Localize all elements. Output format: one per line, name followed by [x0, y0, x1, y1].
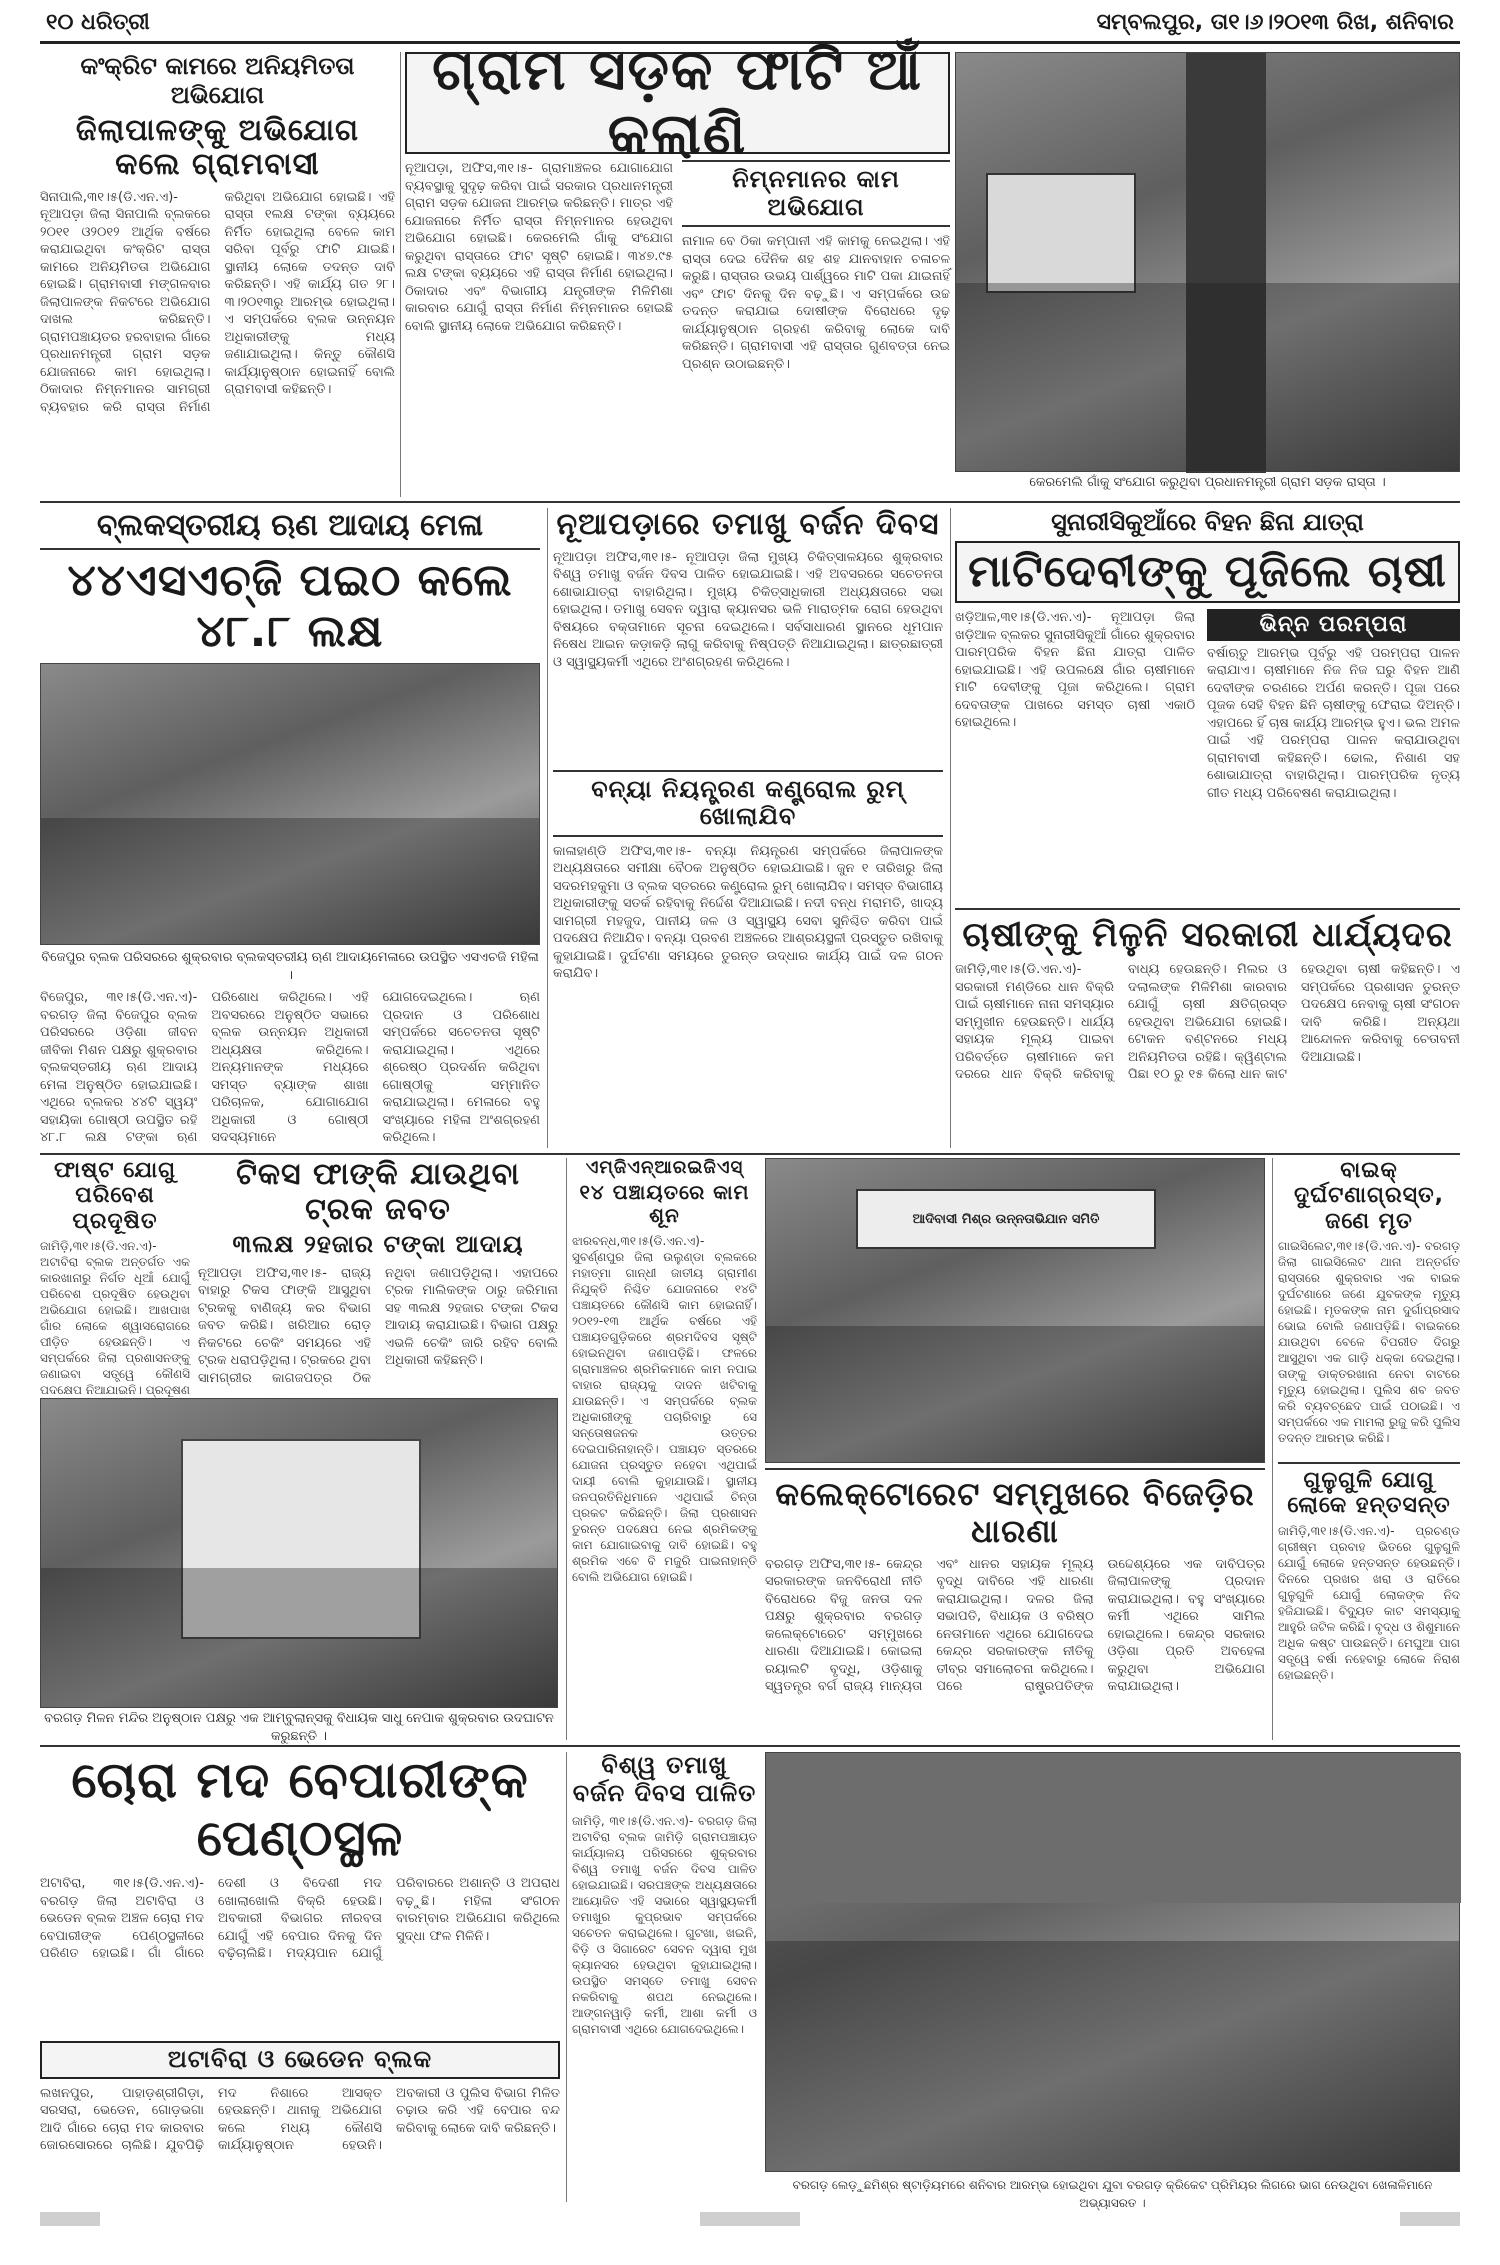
- story-body: ଖଡ଼ିଆଳ,୩୧।୫(ଡି.ଏନ.ଏ)- ନୂଆପଡ଼ା ଜିଲା ଖଡ଼ିଆଳ ବ୍ଲକର ସୁନାରୀସିକୁଆଁ ଗାଁରେ ଶୁକ୍ରବାର ପାରମ୍ପରିକ ବିହନ ଛିନା ଯାତ୍ରା ପାଳିତ ହୋଇଯାଇଛି। ଏହି ଉପଲକ୍ଷେ ଗାଁର ଚାଷୀମାନେ ମାଟି ଦେବୀଙ୍କୁ ପୂଜା କରିଥିଲେ। ଗ୍ରାମ ଦେବତାଙ୍କ ପାଖରେ ସମସ୍ତ ଚାଷୀ ଏକାଠି ହୋଇଥିଲେ।: [955, 610, 1195, 731]
- story-bike-accident: [1278, 1158, 1460, 1458]
- story-body: ଲଖନପୁର, ପାହାଡ଼ଶ୍ରୀଗିଡ଼ା, ସରସରା, ଭେଡେନ, ଗୋଡ଼ଭଗା ଆଦି ଗାଁରେ ଚୋରା ମଦ କାରବାର ଜୋରସୋରରେ ଚାଲିଛି। ଯୁବପିଢ଼ି ମଦ ନିଶାରେ ଆସକ୍ତ ହେଉଛନ୍ତି। ଥାନାକୁ ଅଭିଯୋଗ କଲେ ମଧ୍ୟ କୌଣସି କାର୍ଯ୍ୟାନୁଷ୍ଠାନ ହେଉନି। ଅବକାରୀ ଓ ପୁଲିସ ବିଭାଗ ମିଳିତ ଚଢ଼ାଉ କରି ଏହି ବେପାର ବନ୍ଦ କରିବାକୁ ଲୋକେ ଦାବି କରିଛନ୍ତି।: [40, 2085, 560, 2154]
- story-body: ନୂଆପଡ଼ା, ଅଫିସ,୩୧।୫- ଗ୍ରାମାଞ୍ଚଳର ଯୋଗାଯୋଗ ବ୍ୟବସ୍ଥାକୁ ସୁଦୃଢ଼ କରିବା ପାଇଁ ସରକାର ପ୍ରଧାନମନ୍ତ୍ରୀ ଗ୍ରାମ ସଡ଼କ ଯୋଜନା ଆରମ୍ଭ କରିଛନ୍ତି। ମାତ୍ର ଏହି ଯୋଜନାରେ ନିର୍ମିତ ରାସ୍ତା ନିମ୍ନମାନର ହେଉଥିବା ଅଭିଯୋଗ ହୋଇଛି। କେରମେଲି ଗାଁକୁ ସଂଯୋଗ କରୁଥିବା ରାସ୍ତାରେ ଫାଟ ସୃଷ୍ଟି ହୋଇଛି। ୩୪୭.୯୫ ଲକ୍ଷ ଟଙ୍କା ବ୍ୟୟରେ ଏହି ରାସ୍ତା ନିର୍ମାଣ ହୋଇଥିଲା। ଠିକାଦାର ଏବଂ ବିଭାଗୀୟ ଯନ୍ତ୍ରୀଙ୍କ ମିଳିମିଶା କାରବାର ଯୋଗୁଁ ରାସ୍ତା ନିର୍ମାଣ ନିମ୍ନମାନର ହୋଇଛି ବୋଲି ସ୍ଥାନୀୟ ଲୋକେ ଅଭିଯୋଗ କରିଛନ୍ତି।: [405, 161, 673, 334]
- story-headline: ଫାଷ୍ଟ ଯୋଗୁ ପରିବେଶ ପ୍ରଦୂଷିତ: [54, 1158, 176, 1234]
- story-concrete-complaint: [40, 52, 395, 497]
- story-headline: ଚୋରା ମଦ ବେପାରୀଙ୍କ ପେଣ୍ଠସ୍ଥଳ: [71, 1751, 529, 1867]
- story-headline: ୧୪ ପଞ୍ଚାୟତରେ କାମ ଶୂନ: [579, 1179, 750, 1227]
- story-body: ନାମାଳ ବେ ଠିକା କମ୍ପାନୀ ଏହି କାମକୁ ନେଇଥିଲା। ଏହି ରାସ୍ତା ଦେଇ ଦୈନିକ ଶହ ଶହ ଯାନବାହାନ ଚଳାଚଳ କରୁଛି। ରାସ୍ତାର ଉଭୟ ପାର୍ଶ୍ୱରେ ମାଟି ପକା ଯାଇନାହିଁ ଏବଂ ଫାଟ ଦିନକୁ ଦିନ ବଢ଼ୁଛି। ଏ ସମ୍ପର୍କରେ ଉଚ୍ଚ ତଦନ୍ତ କରାଯାଇ ଦୋଷୀଙ୍କ ବିରୋଧରେ ଦୃଢ଼ କାର୍ଯ୍ୟାନୁଷ୍ଠାନ ଗ୍ରହଣ କରିବାକୁ ଲୋକେ ଦାବି କରିଛନ୍ତି। ଗ୍ରାମବାସୀ ଏହି ରାସ୍ତାର ଗୁଣବତ୍ତା ନେଇ ପ୍ରଶ୍ନ ଉଠାଇଛନ୍ତି।: [682, 234, 950, 372]
- photo-protest-gathering: [765, 1158, 1265, 1463]
- story-subheadline: ୩ଲକ୍ଷ ୨ହଜାର ଟଙ୍କା ଆଦାୟ: [232, 1230, 524, 1258]
- page-number-label: ୧୦ ଧରିତ୍ରୀ: [46, 10, 150, 35]
- story-loan-fair: [40, 508, 540, 1148]
- story-body: କାଳାହାଣ୍ଡି ଅଫିସ,୩୧।୫- ବନ୍ୟା ନିୟନ୍ତ୍ରଣ ସମ୍ପର୍କରେ ଜିଲାପାଳଙ୍କ ଅଧ୍ୟକ୍ଷତାରେ ସମୀକ୍ଷା ବୈଠକ ଅନୁଷ୍ଠିତ ହୋଇଯାଇଛି। ଜୁନ ୧ ତାରିଖରୁ ଜିଲା ସଦରମହକୁମା ଓ ବ୍ଲକ ସ୍ତରରେ କଣ୍ଟ୍ରୋଲ ରୁମ୍ ଖୋଲାଯିବ। ସମସ୍ତ ବିଭାଗୀୟ ଅଧିକାରୀଙ୍କୁ ସତର୍କ ରହିବାକୁ ନିର୍ଦ୍ଦେଶ ଦିଆଯାଇଛି। ନଦୀ ବନ୍ଧ ମରାମତି, ଖାଦ୍ୟ ସାମଗ୍ରୀ ମହଜୁଦ, ପାନୀୟ ଜଳ ଓ ସ୍ୱାସ୍ଥ୍ୟ ସେବା ସୁନିଶ୍ଚିତ କରିବା ପାଇଁ ପଦକ୍ଷେପ ନିଆଯିବ। ବନ୍ୟା ପ୍ରବଣ ଅଞ୍ଚଳରେ ଆଶ୍ରୟସ୍ଥଳୀ ପ୍ରସ୍ତୁତ ରଖିବାକୁ କୁହାଯାଇଛି। ଦୁର୍ଘଟଣା ସମୟରେ ତୁରନ୍ତ ଉଦ୍ଧାର କାର୍ଯ୍ୟ ପାଇଁ ଦଳ ଗଠନ କରାଯିବ।: [553, 843, 943, 982]
- story-headline: ମାଟିଦେବୀଙ୍କୁ ପୂଜିଲେ ଚାଷୀ: [955, 541, 1460, 604]
- story-headline: ଗ୍ରାମ ସଡ଼କ ଫାଟି ଆଁ କଲାଣି: [432, 37, 923, 167]
- photo-shg-women: [40, 663, 540, 945]
- column-divider: [547, 508, 548, 1148]
- story-body: ନୂଆପଡ଼ା ଅଫିସ,୩୧।୫- ନୂଆପଡ଼ା ଜିଲା ମୁଖ୍ୟ ଚିକିତ୍ସାଳୟରେ ଶୁକ୍ରବାର ବିଶ୍ୱ ତମାଖୁ ବର୍ଜନ ଦିବସ ପାଳିତ ହୋଇଯାଇଛି। ଏହି ଅବସରରେ ସଚେତନତା ଶୋଭାଯାତ୍ରା ବାହାରିଥିଲା। ମୁଖ୍ୟ ଚିକିତ୍ସାଧିକାରୀ ଅଧ୍ୟକ୍ଷତାରେ ସଭା ହୋଇଥିଲା। ତମାଖୁ ସେବନ ଦ୍ୱାରା କ୍ୟାନସର ଭଳି ମାରାତ୍ମକ ରୋଗ ହେଉଥିବା ବିଷୟରେ ବକ୍ତାମାନେ ସୂଚନା ଦେଇଥିଲେ। ସର୍ବସାଧାରଣ ସ୍ଥାନରେ ଧୂମପାନ ନିଷେଧ ଆଇନ କଡ଼ାକଡ଼ି ଲାଗୁ କରିବାକୁ ନିଷ୍ପତ୍ତି ନିଆଯାଇଥିଲା। ଛାତ୍ରଛାତ୍ରୀ ଓ ସ୍ୱାସ୍ଥ୍ୟକର୍ମୀ ଏଥିରେ ଅଂଶଗ୍ରହଣ କରିଥିଲେ।: [553, 549, 943, 670]
- story-bjd-dharna: [765, 1468, 1265, 1740]
- photo-caption: ବରଗଡ଼ ଲେଡ଼ୁଛମିଶ୍ର ଷ୍ଟାଡ଼ିୟମରେ ଶନିବାର ଆରମ୍ଭ ହୋଇଥିବା ଯୁବା ବରଗଡ଼ କ୍ରିକେଟ ପ୍ରିମିୟର ଲିଗରେ ଭାଗ ନେଉଥିବା ଖେଳାଳିମାନେ ଅଭ୍ୟାସରତ ।: [792, 2178, 1433, 2210]
- story-truck-seized: [198, 1158, 558, 1393]
- photo-caption: ବରଗଡ଼ ମିଳନ ମନ୍ଦିର ଅନୁଷ୍ଠାନ ପକ୍ଷରୁ ଏକ ଆମ୍ବୁଲାନ୍ସକୁ ବିଧାୟକ ସାଧୁ ନେପାକ ଶୁକ୍ରବାର ଉଦଘାଟନ କରୁଛନ୍ତି ।: [44, 1711, 554, 1744]
- story-body: ଜାମିଡ଼ି,୩୧।୫(ଡି.ଏନ.ଏ)- ପ୍ରଚଣ୍ଡ ଗ୍ରୀଷ୍ମ ପ୍ରବାହ ଭିତରେ ଗୁଳୁଗୁଳି ଯୋଗୁଁ ଲୋକେ ହନ୍ତସନ୍ତ ହେଉଛନ୍ତି। ଦିନରେ ପ୍ରଖର ଖରା ଓ ରାତିରେ ଗୁଳୁଗୁଳି ଯୋଗୁଁ ଲୋକଙ୍କ ନିଦ ହଜିଯାଇଛି। ବିଦ୍ୟୁତ କାଟ ସମସ୍ୟାକୁ ଆହୁରି ଜଟିଳ କରିଛି। ବୃଦ୍ଧ ଓ ଶିଶୁମାନେ ଅଧିକ କଷ୍ଟ ପାଉଛନ୍ତି। ମେଘୁଆ ପାଗ ସତ୍ତ୍ୱେ ବର୍ଷା ନହେବାରୁ ଲୋକେ ନିରାଶ ହୋଇଛନ୍ତି।: [1278, 1523, 1460, 1682]
- story-body: ଜାମିଡ଼ି, ୩୧।୫(ଡି.ଏନ.ଏ)- ବରଗଡ଼ ଜିଲା ଅଟାବିରା ବ୍ଲକ ଜାମିଡ଼ି ଗ୍ରାମପଞ୍ଚାୟତ କାର୍ଯ୍ୟାଳୟ ପରିସରରେ ଶୁକ୍ରବାର ବିଶ୍ୱ ତମାଖୁ ବର୍ଜନ ଦିବସ ପାଳିତ ହୋଇଯାଇଛି। ସରପଞ୍ଚଙ୍କ ଅଧ୍ୟକ୍ଷତାରେ ଆୟୋଜିତ ଏହି ସଭାରେ ସ୍ୱାସ୍ଥ୍ୟକର୍ମୀ ତମାଖୁର କୁପ୍ରଭାବ ସମ୍ପର୍କରେ ସଚେତନ କରାଇଥିଲେ। ଗୁଟଖା, ଖଇନି, ବିଡ଼ି ଓ ସିଗାରେଟ ସେବନ ଦ୍ୱାରା ମୁଖ କ୍ୟାନସର ହେଉଥିବା କୁହାଯାଇଥିଲା। ଉପସ୍ଥିତ ସମସ୍ତେ ତମାଖୁ ସେବନ ନକରିବାକୁ ଶପଥ ନେଇଥିଲେ। ଆଙ୍ଗନୱାଡ଼ି କର୍ମୀ, ଆଶା କର୍ମୀ ଓ ଗ୍ରାମବାସୀ ଏଥିରେ ଯୋଗଦେଇଥିଲେ।: [572, 1814, 757, 2037]
- story-body: ଜାମିଡ଼ି,୩୧।୫(ଡି.ଏନ.ଏ)- ଅଟାବିରା ବ୍ଲକ ଅନ୍ତର୍ଗତ ଏକ କାରଖାନାରୁ ନିର୍ଗତ ଧୂଆଁ ଯୋଗୁଁ ପରିବେଶ ପ୍ରଦୂଷିତ ହେଉଥିବା ଅଭିଯୋଗ ହୋଇଛି। ଆଖପାଖ ଗାଁର ଲୋକେ ଶ୍ୱାସରୋଗରେ ପୀଡ଼ିତ ହେଉଛନ୍ତି। ଏ ସମ୍ପର୍କରେ ଜିଲା ପ୍ରଶାସନଙ୍କୁ ଜଣାଇବା ସତ୍ତ୍ୱେ କୌଣସି ପଦକ୍ଷେପ ନିଆଯାଇନି। ପ୍ରଦୂଷଣ: [40, 1238, 190, 1397]
- story-subhead: ଭିନ୍ନ ପରମ୍ପରା: [1207, 609, 1460, 640]
- story-farmers-msp: [955, 908, 1460, 1148]
- photo-caption: ବିଜେପୁର ବ୍ଲକ ପରିସରରେ ଶୁକ୍ରବାର ବ୍ଲକସ୍ତରୀୟ ଋଣ ଆଦାୟମେଳାରେ ଉପସ୍ଥିତ ଏସଏଚଜି ମହିଳା ।: [41, 950, 539, 984]
- tree-line: [766, 1753, 1461, 1903]
- footer-strip: [40, 2212, 100, 2226]
- story-body: ବର୍ଷାଋତୁ ଆରମ୍ଭ ପୂର୍ବରୁ ଏହି ପରମ୍ପରା ପାଳନ କରାଯାଏ। ଚାଷୀମାନେ ନିଜ ନିଜ ଘରୁ ବିହନ ଆଣି ଦେବୀଙ୍କ ଚରଣରେ ଅର୍ପଣ କରନ୍ତି। ପୂଜା ପରେ ପୂଜକ ସେହି ବିହନ ଛିନି ଚାଷୀଙ୍କୁ ଫେରାଇ ଦିଅନ୍ତି। ଏହାପରେ ହିଁ ଚାଷ କାର୍ଯ୍ୟ ଆରମ୍ଭ ହୁଏ। ଭଲ ଅମଳ ପାଇଁ ଏହି ପରମ୍ପରା ପାଳନ କରାଯାଉଥିବା ଗ୍ରାମବାସୀ କହିଛନ୍ତି। ଢୋଲ, ନିଶାଣ ସହ ଶୋଭାଯାତ୍ରା ବାହାରିଥିଲା। ପାରମ୍ପରିକ ନୃତ୍ୟ ଗୀତ ମଧ୍ୟ ପରିବେଷଣ କରାଯାଇଥିଲା।: [1207, 645, 1460, 801]
- lead-headline-box: [405, 37, 950, 167]
- section-rule: [40, 501, 1460, 503]
- story-seed-festival: [955, 508, 1460, 903]
- story-tobacco-nuapada: [553, 508, 943, 1148]
- story-subhead: ଅଟାବିରା ଓ ଭେଡେନ ବ୍ଲକ: [40, 2041, 560, 2079]
- column-divider: [950, 508, 951, 1148]
- section-rule: [40, 1745, 1460, 1747]
- story-columns: [955, 609, 1460, 919]
- signboard: [986, 173, 1136, 293]
- story-body: ସିନାପାଲି,୩୧।୫(ଡି.ଏନ.ଏ)- ନୂଆପଡ଼ା ଜିଲା ସିନାପାଲି ବ୍ଲକରେ ୨୦୧୧ ଓ୨୦୧୨ ଆର୍ଥିକ ବର୍ଷରେ କରାଯାଇଥିବା କଂକ୍ରିଟ ରାସ୍ତା କାମରେ ଅନିୟମିତତା ଅଭିଯୋଗ ହୋଇଛି। ଗ୍ରାମବାସୀ ମଙ୍ଗଳବାର ଜିଲାପାଳଙ୍କ ନିକଟରେ ଅଭିଯୋଗ ଦାଖଲ କରିଛନ୍ତି। ଗ୍ରାମପଞ୍ଚାୟତର ହରବାହାଲ ଗାଁରେ ପ୍ରଧାନମନ୍ତ୍ରୀ ଗ୍ରାମ ସଡ଼କ ଯୋଜନାରେ କାମ ହୋଇଥିଲା। ଠିକାଦାର ନିମ୍ନମାନର ସାମଗ୍ରୀ ବ୍ୟବହାର କରି ରାସ୍ତା ନିର୍ମାଣ କରିଥିବା ଅଭିଯୋଗ ହୋଇଛି। ଏହି ରାସ୍ତା ୧ଲକ୍ଷ ଟଙ୍କା ବ୍ୟୟରେ ନିର୍ମିତ ହୋଇଥିଲା ବେଳେ କାମ ସରିବା ପୂର୍ବରୁ ଫାଟି ଯାଇଛି। ସ୍ଥାନୀୟ ଲୋକେ ତଦନ୍ତ ଦାବି କରିଛନ୍ତି। ଏହି କାର୍ଯ୍ୟ ଗତ ୨୮।୩।୨୦୧୩ରୁ ଆରମ୍ଭ ହୋଇଥିଲା। ଏ ସମ୍ପର୍କରେ ବ୍ଲକ ଉନ୍ନୟନ ଅଧିକାରୀଙ୍କୁ ମଧ୍ୟ ଜଣାଯାଇଥିଲା। କିନ୍ତୁ କୌଣସି କାର୍ଯ୍ୟାନୁଷ୍ଠାନ ହୋଇନାହିଁ ବୋଲି ଗ୍ରାମବାସୀ କହିଛନ୍ତି।: [40, 189, 395, 415]
- story-headline: ଜିଲାପାଳଙ୍କୁ ଅଭିଯୋଗ କଲେ ଗ୍ରାମବାସୀ: [75, 112, 360, 183]
- photo-caption: କେରମେଲି ଗାଁକୁ ସଂଯୋଗ କରୁଥିବା ପ୍ରଧାନମନ୍ତ୍ରୀ ଗ୍ରାମ ସଡ଼କ ରାସ୍ତା ।: [1029, 475, 1386, 490]
- story-headline: ଗୁଳୁଗୁଳି ଯୋଗୁ ଲୋକେ ହନ୍ତସନ୍ତ: [1287, 1468, 1451, 1519]
- story-column: [1207, 609, 1460, 919]
- story-kicker: ସୁନାରୀସିକୁଆଁରେ ବିହନ ଛିନା ଯାତ୍ରା: [1051, 508, 1364, 536]
- story-body: ନୂଆପଡ଼ା ଅଫିସ,୩୧।୫- ରାଜ୍ୟ ବାହାରୁ ଟିକସ ଫାଙ୍କି ଆସୁଥିବା ଟ୍ରକକୁ ବାଣିଜ୍ୟ କର ବିଭାଗ ଜବତ କରିଛି। ଖରିଆର ରୋଡ଼ ନିକଟରେ ଚେକିଂ ସମୟରେ ଏହି ଟ୍ରକ ଧରାପଡ଼ିଥିଲା। ଟ୍ରକରେ ଥିବା ସାମଗ୍ରୀର କାଗଜପତ୍ର ଠିକ ନଥିବା ଜଣାପଡ଼ିଥିଲା। ଏହାପରେ ଟ୍ରକ ମାଲିକଙ୍କ ଠାରୁ ଜରିମାନା ସହ ୩ଲକ୍ଷ ୨ହଜାର ଟଙ୍କା ଟିକସ ଆଦାୟ କରାଯାଇଛି। ବିଭାଗ ପକ୍ଷରୁ ଏଭଳି ଚେକିଂ ଜାରି ରହିବ ବୋଲି ଅଧିକାରୀ କହିଛନ୍ତି।: [198, 1265, 558, 1386]
- story-subhead: ବନ୍ୟା ନିୟନ୍ତ୍ରଣ କଣ୍ଟ୍ରୋଲ ରୁମ୍ ଖୋଲାଯିବ: [553, 770, 943, 837]
- story-headline: ୪୪ଏସଏଚ୍‌ଜି ପଇଠ କଲେ ୪୮.୮ ଲକ୍ଷ: [67, 555, 513, 657]
- story-tobacco-jamidi: [572, 1752, 757, 2202]
- column-divider: [566, 1752, 567, 2202]
- story-subhead: ନିମ୍ନମାନର କାମ ଅଭିଯୋଗ: [682, 160, 950, 227]
- dateline: ସମ୍ବଲପୁର, ତା୧।୬।୨୦୧୩ ରିଖ, ଶନିବାର: [1096, 10, 1454, 35]
- story-kicker: କଂକ୍ରିଟ କାମରେ ଅନିୟମିତତା ଅଭିଯୋଗ: [80, 52, 355, 109]
- story-body: ଗାଇସିଲେଟ,୩୧।୫(ଡି.ଏନ.ଏ)- ବରଗଡ଼ ଜିଲା ଗାଇସିଲେଟ ଥାନା ଅନ୍ତର୍ଗତ ରାସ୍ତାରେ ଶୁକ୍ରବାର ଏକ ବାଇକ ଦୁର୍ଘଟଣାରେ ଜଣେ ଯୁବକଙ୍କ ମୃତ୍ୟୁ ହୋଇଛି। ମୃତକଙ୍କ ନାମ ଦୁର୍ଗାପ୍ରସାଦ ଭୋଇ ବୋଲି ଜଣାପଡ଼ିଛି। ବାଇକରେ ଯାଉଥିବା ବେଳେ ବିପରୀତ ଦିଗରୁ ଆସୁଥିବା ଏକ ଗାଡ଼ି ଧକ୍କା ଦେଇଥିଲା। ତାଙ୍କୁ ଡାକ୍ତରଖାନା ନେବା ବାଟରେ ମୃତ୍ୟୁ ହୋଇଥିଲା। ପୁଲିସ ଶବ ଜବତ କରି ବ୍ୟବଚ୍ଛେଦ ପାଇଁ ପଠାଇଛି। ଏ ସମ୍ପର୍କରେ ଏକ ମାମଲା ରୁଜୁ କରି ପୁଲିସ ତଦନ୍ତ ଆରମ୍ଭ କରିଛି।: [1278, 1238, 1460, 1445]
- photo-ambulance-inauguration: [40, 1398, 558, 1708]
- story-headline: ବିଶ୍ୱ ତମାଖୁ ବର୍ଜନ ଦିବସ ପାଳିତ: [572, 1751, 757, 1807]
- story-headline: ଟିକସ ଫାଙ୍କି ଯାଉଥିବା ଟ୍ରକ ଜବତ: [236, 1157, 520, 1227]
- photo-road-signboard: [955, 52, 1460, 472]
- story-humidity: [1278, 1462, 1460, 1740]
- story-kicker: ବ୍ଲକସ୍ତରୀୟ ଋଣ ଆଦାୟ ମେଳା: [40, 508, 540, 550]
- story-headline: ଚାଷୀଙ୍କୁ ମିଳୁନି ସରକାରୀ ଧାର୍ଯ୍ୟଦର: [962, 915, 1453, 955]
- story-body: ବରଗଡ଼ ଅଫିସ,୩୧।୫- କେନ୍ଦ୍ର ସରକାରଙ୍କ ଜନବିରୋଧୀ ନୀତି ବିରୋଧରେ ବିଜୁ ଜନତା ଦଳ ପକ୍ଷରୁ ଶୁକ୍ରବାର ବରଗଡ଼ କଲେକ୍ଟୋରେଟ ସମ୍ମୁଖରେ ଧାରଣା ଦିଆଯାଇଛି। କୋଇଲା ରୟାଲଟି ବୃଦ୍ଧି, ଓଡ଼ିଶାକୁ ସ୍ୱତନ୍ତ୍ର ବର୍ଗ ରାଜ୍ୟ ମାନ୍ୟତା ଏବଂ ଧାନର ସହାୟକ ମୂଲ୍ୟ ବୃଦ୍ଧି ଦାବିରେ ଏହି ଧାରଣା କରାଯାଇଥିଲା। ଦଳର ଜିଲା ସଭାପତି, ବିଧାୟକ ଓ ବରିଷ୍ଠ ନେତାମାନେ ଏଥିରେ ଯୋଗଦେଇ କେନ୍ଦ୍ର ସରକାରଙ୍କ ନୀତିକୁ ତୀବ୍ର ସମାଲୋଚନା କରିଥିଲେ। ପରେ ରାଷ୍ଟ୍ରପତିଙ୍କ ଉଦ୍ଦେଶ୍ୟରେ ଏକ ଦାବିପତ୍ର ଜିଲାପାଳଙ୍କୁ ପ୍ରଦାନ କରାଯାଇଥିଲା। ବହୁ ସଂଖ୍ୟାରେ କର୍ମୀ ଏଥିରେ ସାମିଲ ହୋଇଥିଲେ। କେନ୍ଦ୍ର ସରକାର ଓଡ଼ିଶା ପ୍ରତି ଅବହେଳା କରୁଥିବା ଅଭିଯୋଗ କରାଯାଇଥିଲା।: [765, 1556, 1265, 1695]
- story-body: ଅଟାବିରା, ୩୧।୫(ଡି.ଏନ.ଏ)- ବରଗଡ଼ ଜିଲା ଅଟାବିରା ଓ ଭେଡେନ ବ୍ଲକ ଅଞ୍ଚଳ ଚୋରା ମଦ ବେପାରୀଙ୍କ ପେଣ୍ଠସ୍ଥଳୀରେ ପରିଣତ ହୋଇଛି। ଗାଁ ଗାଁରେ ଦେଶୀ ଓ ବିଦେଶୀ ମଦ ଖୋଲାଖୋଲି ବିକ୍ରି ହେଉଛି। ଅବକାରୀ ବିଭାଗର ନୀରବତା ଯୋଗୁଁ ଏହି ବେପାର ଦିନକୁ ଦିନ ବଢ଼ିଚାଲିଛି। ମଦ୍ୟପାନ ଯୋଗୁଁ ପରିବାରରେ ଅଶାନ୍ତି ଓ ଅପରାଧ ବଢ଼ୁଛି। ମହିଳା ସଂଗଠନ ବାରମ୍ବାର ଅଭିଯୋଗ କରିଥିଲେ ସୁଦ୍ଧା ଫଳ ମିଳିନି।: [40, 1876, 560, 1961]
- story-factory-pollution: [40, 1158, 190, 1397]
- story-headline: ନୂଆପଡ଼ାରେ ତମାଖୁ ବର୍ଜନ ଦିବସ: [556, 507, 940, 542]
- protest-banner: ଆଦିବାସୀ ମିଶ୍ର ଉନ୍ନତାଭିଯାନ ସମିତି: [856, 1189, 1156, 1249]
- story-headline: ବାଇକ୍ ଦୁର୍ଘଟଣାଗ୍ରସ୍ତ, ଜଣେ ମୃତ: [1293, 1158, 1445, 1234]
- story-column: [682, 160, 950, 497]
- column-divider: [566, 1158, 567, 1740]
- section-rule: [40, 1153, 1460, 1155]
- footer-strip: [700, 2212, 800, 2226]
- photo-cricket-practice: [765, 1752, 1460, 2172]
- story-headline: କଲେକ୍ଟୋରେଟ ସମ୍ମୁଖରେ ବିଜେଡ଼ିର ଧାରଣା: [775, 1475, 1255, 1550]
- footer-strip: [1400, 2212, 1460, 2226]
- story-body: ଝାରବନ୍ଧ,୩୧।୫(ଡି.ଏନ.ଏ)- ସୁବର୍ଣ୍ଣପୁର ଜିଲା ଉଲୁଣ୍ଡା ବ୍ଲକରେ ମହାତ୍ମା ଗାନ୍ଧୀ ଜାତୀୟ ଗ୍ରାମୀଣ ନିଯୁକ୍ତି ନିଶ୍ଚିତ ଯୋଜନାରେ ୧୪ଟି ପଞ୍ଚାୟତରେ କୌଣସି କାମ ହୋଇନାହିଁ। ୨୦୧୨-୧୩ ଆର୍ଥିକ ବର୍ଷରେ ଏହି ପଞ୍ଚାୟତଗୁଡ଼ିକରେ ଶ୍ରମଦିବସ ସୃଷ୍ଟି ହୋଇନଥିବା ଜଣାପଡ଼ିଛି। ଫଳରେ ଗ୍ରାମାଞ୍ଚଳର ଶ୍ରମିକମାନେ କାମ ନପାଇ ବାହାର ରାଜ୍ୟକୁ ଦାଦନ ଖଟିବାକୁ ଯାଉଛନ୍ତି। ଏ ସମ୍ପର୍କରେ ବ୍ଲକ ଅଧିକାରୀଙ୍କୁ ପଚାରିବାରୁ ସେ ସନ୍ତୋଷଜନକ ଉତ୍ତର ଦେଇପାରିନାହାନ୍ତି। ପଞ୍ଚାୟତ ସ୍ତରରେ ଯୋଜନା ପ୍ରସ୍ତୁତ ନହେବା ଏଥିପାଇଁ ଦାୟୀ ବୋଲି କୁହାଯାଉଛି। ସ୍ଥାନୀୟ ଜନପ୍ରତିନିଧିମାନେ ଏଥିପାଇଁ ଚିନ୍ତା ପ୍ରକଟ କରିଛନ୍ତି। ଜିଲା ପ୍ରଶାସନ ତୁରନ୍ତ ପଦକ୍ଷେପ ନେଇ ଶ୍ରମିକଙ୍କୁ କାମ ଯୋଗାଇବାକୁ ଦାବି ହୋଇଛି। ବହୁ ଶ୍ରମିକ ଏବେ ବି ମଜୁରି ପାଇନାହାନ୍ତି ବୋଲି ଅଭିଯୋଗ ହୋଇଛି।: [572, 1233, 757, 1584]
- column-divider: [400, 52, 401, 497]
- story-body: ଜାମିଡ଼ି,୩୧।୫(ଡି.ଏନ.ଏ)- ସରକାରୀ ମଣ୍ଡିରେ ଧାନ ବିକ୍ରି ପାଇଁ ଚାଷୀମାନେ ନାନା ସମସ୍ୟାର ସମ୍ମୁଖୀନ ହେଉଛନ୍ତି। ଧାର୍ଯ୍ୟ ସହାୟକ ମୂଲ୍ୟ ପାଇବା ପରିବର୍ତ୍ତେ ଚାଷୀମାନେ କମ ଦରରେ ଧାନ ବିକ୍ରି କରିବାକୁ ବାଧ୍ୟ ହେଉଛନ୍ତି। ମିଲର ଓ ଦଲାଲଙ୍କ ମିଳିମିଶା କାରବାର ଯୋଗୁଁ ଚାଷୀ କ୍ଷତିଗ୍ରସ୍ତ ହେଉଥିବା ଅଭିଯୋଗ ହୋଇଛି। ଟୋକନ ବଣ୍ଟନରେ ମଧ୍ୟ ଅନିୟମିତତା ରହିଛି। କ୍ୱିଣ୍ଟାଲ ପିଛା ୧୦ ରୁ ୧୫ କିଲୋ ଧାନ କାଟ ହେଉଥିବା ଚାଷୀ କହିଛନ୍ତି। ଏ ସମ୍ପର୍କରେ ପ୍ରଶାସନ ତୁରନ୍ତ ପଦକ୍ଷେପ ନେବାକୁ ଚାଷୀ ସଂଗଠନ ଦାବି କରିଛି। ଅନ୍ୟଥା ଆନ୍ଦୋଳନ କରିବାକୁ ଚେତାବନୀ ଦିଆଯାଇଛି।: [955, 962, 1460, 1083]
- story-liquor-hub: [40, 1752, 560, 2202]
- story-kicker: ଏମ୍‌ଜିଏନ୍‌ଆରଇଜିଏସ୍: [585, 1157, 744, 1178]
- column-divider: [1272, 1158, 1273, 1740]
- story-body: ବିଜେପୁର, ୩୧।୫(ଡି.ଏନ.ଏ)- ବରଗଡ଼ ଜିଲା ବିଜେପୁର ବ୍ଲକ ପରିସରରେ ଓଡ଼ିଶା ଜୀବନ ଜୀବିକା ମିଶନ ପକ୍ଷରୁ ଶୁକ୍ରବାର ବ୍ଲକସ୍ତରୀୟ ଋଣ ଆଦାୟ ମେଳା ଅନୁଷ୍ଠିତ ହୋଇଯାଇଛି। ଏଥିରେ ବ୍ଲକର ୪୪ଟି ସ୍ୱୟଂ ସହାୟିକା ଗୋଷ୍ଠୀ ଉପସ୍ଥିତ ରହି ୪୮.୮ ଲକ୍ଷ ଟଙ୍କା ଋଣ ପରିଶୋଧ କରିଥିଲେ। ଏହି ଅବସରରେ ଅନୁଷ୍ଠିତ ସଭାରେ ବ୍ଲକ ଉନ୍ନୟନ ଅଧିକାରୀ ଅଧ୍ୟକ୍ଷତା କରିଥିଲେ। ଅନ୍ୟମାନଙ୍କ ମଧ୍ୟରେ ସମସ୍ତ ବ୍ୟାଙ୍କ ଶାଖା ପରିଚାଳକ, ଯୋଗାଯୋଗ ଅଧିକାରୀ ଓ ଗୋଷ୍ଠୀ ସଦସ୍ୟମାନେ ଯୋଗଦେଇଥିଲେ। ଋଣ ପ୍ରଦାନ ଓ ପରିଶୋଧ ସମ୍ପର୍କରେ ସଚେତନତା ସୃଷ୍ଟି କରାଯାଇଥିଲା। ଏଥିରେ ଶ୍ରେଷ୍ଠ ପ୍ରଦର୍ଶନ କରିଥିବା ଗୋଷ୍ଠୀକୁ ସମ୍ମାନିତ କରାଯାଇଥିଲା। ମେଳାରେ ବହୁ ସଂଖ୍ୟାରେ ମହିଳା ଅଂଶଗ୍ରହଣ କରିଥିଲେ।: [40, 990, 540, 1146]
- story-mgnrega: [572, 1158, 757, 1740]
